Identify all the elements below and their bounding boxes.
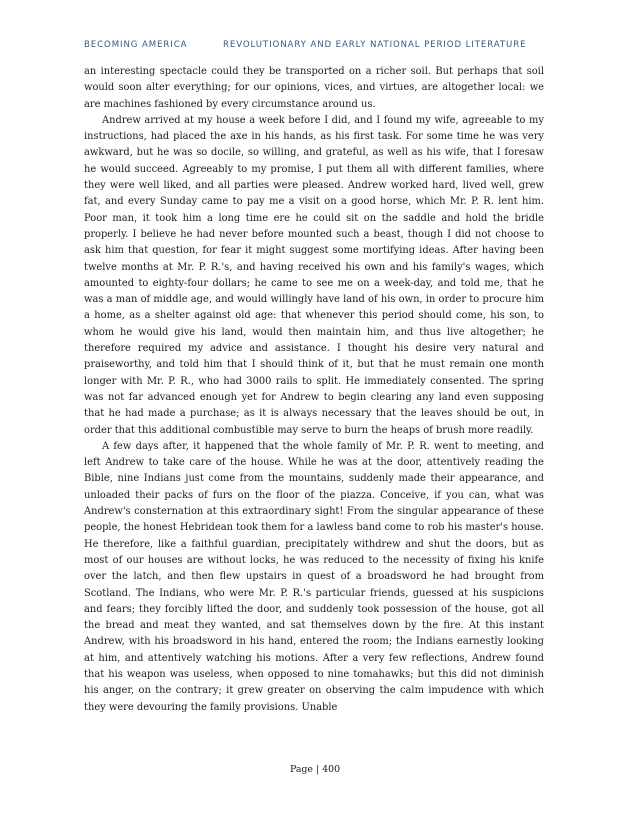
paragraph-andrew-arrival: Andrew arrived at my house a week before I did, and I found my wife, agreeable to my instructions, had placed the axe in his hands, as his first task. For some time he was very awkward, but he was so docile, so willing, and grateful, as well as his wife, that I foresaw he would succeed. Agreeably to my promise, I put them all with different families, where they were well liked, and all parties were pleased. Andrew worked hard, lived well, grew fat, and every Sunday came to pay me a visit on a good horse, which Mr. P. R. lent him. Poor man, it took him a long time ere he could sit on the saddle and hold the bridle properly. I believe he had never before mounted such a beast, though I did not choose to ask him that question, for fear it might suggest some mortifying ideas. After having been twelve months at Mr. P. R.'s, and having received his own and his family's wages, which amounted to eighty-four dollars; he came to see me on a week-day, and told me, that he was a man of middle age, and would willingly have land of his own, in order to procure him a home, as a shelter against old age: that whenever this period should come, his son, to whom he would give his land, would then maintain him, and thus live altogether; he therefore required my advice and assistance. I thought his desire very natural and praiseworthy, and told him that I should think of it, but that he must remain one month longer with Mr. P. R., who had 3000 rails to split. He immediately consented. The spring was not far advanced enough yet for Andrew to begin clearing any land even supposing that he had made a purchase; as it is always necessary that the leaves should be out, in order that this additional combustible may serve to burn the heaps of brush more readily. <box>84 114 544 436</box>
page-footer <box>0 764 630 775</box>
book-title: BECOMING AMERICA <box>84 40 188 50</box>
paragraph-continued: an interesting spectacle could they be transported on a richer soil. But perhaps that soil would soon alter everything; for our opinions, vices, and virtues, are altogether local: we are machines fashioned by every circumstance around us. <box>84 66 544 110</box>
body-text <box>84 64 544 716</box>
section-title: REVOLUTIONARY AND EARLY NATIONAL PERIOD LITERATURE <box>223 40 527 50</box>
page-number: 400 <box>322 764 341 775</box>
running-header <box>84 40 544 50</box>
page-separator: | <box>315 764 320 775</box>
paragraph-indians-visit: A few days after, it happened that the whole family of Mr. P. R. went to meeting, and left Andrew to take care of the house. While he was at the door, attentively reading the Bible, nine Indians just come from the mountains, suddenly made their appearance, and unloaded their packs of furs on the floor of the piazza. Conceive, if you can, what was Andrew's consternation at this extraordinary sight! From the singular appearance of these people, the honest Hebridean took them for a lawless band come to rob his master's house. He therefore, like a faithful guardian, precipitately withdrew and shut the doors, but as most of our houses are without locks, he was reduced to the necessity of fixing his knife over the latch, and then flew upstairs in quest of a broadsword he had brought from Scotland. The Indians, who were Mr. P. R.'s particular friends, guessed at his suspicions and fears; they forcibly lifted the door, and suddenly took possession of the house, got all the bread and meat they wanted, and sat themselves down by the fire. At this instant Andrew, with his broadsword in his hand, entered the room; the Indians earnestly looking at him, and attentively watching his motions. After a very few reflections, Andrew found that his weapon was useless, when opposed to nine tomahawks; but this did not diminish his anger, on the contrary; it grew greater on observing the calm impudence with which they were devouring the family provisions. Unable <box>84 440 544 713</box>
page-label: Page <box>289 764 313 775</box>
